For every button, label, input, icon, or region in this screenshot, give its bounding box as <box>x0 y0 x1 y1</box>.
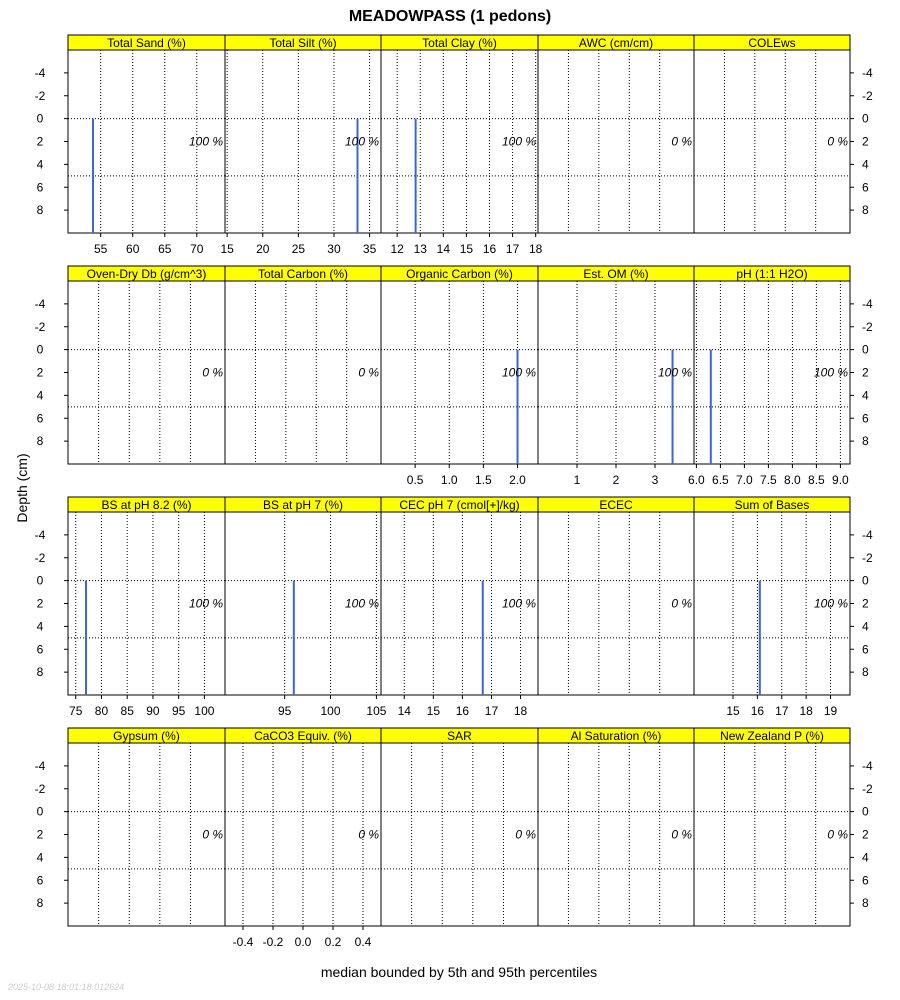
facet-panel <box>538 266 694 487</box>
x-tick-label: 35 <box>362 242 377 256</box>
facet-panel <box>68 35 225 256</box>
depth-tick-label-left: -4 <box>34 758 46 773</box>
x-tick-label: 105 <box>366 704 387 718</box>
depth-tick-label-right: 6 <box>862 642 869 657</box>
depth-tick-label-left: 0 <box>36 804 44 819</box>
x-tick-label: 16 <box>455 704 470 718</box>
data-coverage-label: 100 % <box>188 596 223 611</box>
depth-tick-label-left: 4 <box>36 850 44 865</box>
x-tick-label: 16 <box>482 242 497 256</box>
panel-grid <box>35 35 873 949</box>
x-tick-label: 60 <box>126 242 140 256</box>
timestamp-label: 2025-10-08 18:01:18.012624 <box>8 982 125 992</box>
y-axis-label: Depth (cm) <box>14 453 30 523</box>
x-tick-label: -0.4 <box>232 935 254 949</box>
facet-strip-label: Gypsum (%) <box>113 729 180 743</box>
x-tick-label: 6.5 <box>712 473 729 487</box>
x-tick-label: 14 <box>436 242 451 256</box>
facet-panel <box>225 497 387 718</box>
facet-panel <box>381 497 538 718</box>
depth-tick-label-left: 8 <box>36 896 44 911</box>
facet-strip-label: Est. OM (%) <box>583 267 649 281</box>
data-coverage-label: 0 % <box>202 827 223 842</box>
depth-tick-label-left: 4 <box>36 619 44 634</box>
depth-tick-label-right: -2 <box>862 319 873 334</box>
depth-tick-label-right: 4 <box>862 388 869 403</box>
depth-tick-label-left: 0 <box>36 573 44 588</box>
x-tick-label: 7.0 <box>736 473 753 487</box>
depth-tick-label-right: 4 <box>862 157 869 172</box>
facet-strip-label: Total Silt (%) <box>269 36 337 50</box>
x-tick-label: 8.0 <box>784 473 801 487</box>
x-tick-label: -0.2 <box>262 935 284 949</box>
x-tick-label: 90 <box>146 704 160 718</box>
depth-tick-label-right: -2 <box>862 781 873 796</box>
depth-tick-label-right: -2 <box>862 550 873 565</box>
depth-tick-label-left: 6 <box>36 180 44 195</box>
x-tick-label: 17 <box>505 242 520 256</box>
depth-tick-label-right: 0 <box>862 111 869 126</box>
facet-panel <box>694 35 850 233</box>
facet-strip-label: BS at pH 8.2 (%) <box>101 498 192 512</box>
facet-strip-label: CaCO3 Equiv. (%) <box>254 729 352 743</box>
depth-tick-label-left: 8 <box>36 434 44 449</box>
x-tick-label: 25 <box>291 242 306 256</box>
figure-title: MEADOWPASS (1 pedons) <box>348 8 552 25</box>
data-coverage-label: 0 % <box>671 134 692 149</box>
data-coverage-label: 100 % <box>813 365 848 380</box>
facet-panel <box>694 497 850 718</box>
x-tick-label: 1.0 <box>440 473 458 487</box>
depth-tick-label-right: 4 <box>862 619 869 634</box>
x-tick-label: 2 <box>612 473 620 487</box>
facet-panel <box>538 728 694 926</box>
facet-panel <box>381 35 543 256</box>
depth-tick-label-right: 0 <box>862 804 869 819</box>
facet-panel <box>694 728 850 926</box>
data-coverage-label: 0 % <box>671 596 692 611</box>
x-tick-label: 15 <box>459 242 474 256</box>
depth-tick-label-left: 8 <box>36 665 44 680</box>
x-tick-label: 75 <box>69 704 83 718</box>
facet-strip-label: BS at pH 7 (%) <box>262 498 344 512</box>
facet-strip-label: AWC (cm/cm) <box>578 36 654 50</box>
data-coverage-label: 0 % <box>827 827 848 842</box>
depth-tick-label-left: -2 <box>34 319 46 334</box>
depth-tick-label-left: -2 <box>34 88 46 103</box>
depth-tick-label-left: 4 <box>36 157 44 172</box>
x-tick-label: 1.5 <box>475 473 492 487</box>
depth-tick-label-right: 8 <box>862 665 869 680</box>
x-tick-label: 0.5 <box>406 473 424 487</box>
x-tick-label: 3 <box>651 473 659 487</box>
data-coverage-label: 0 % <box>358 365 379 380</box>
data-coverage-label: 0 % <box>202 365 223 380</box>
facet-strip-label: Sum of Bases <box>734 498 810 512</box>
panel-row <box>35 497 873 718</box>
x-tick-label: 100 <box>320 704 341 718</box>
facet-panel <box>688 266 850 487</box>
data-coverage-label: 100 % <box>501 134 536 149</box>
x-tick-label: 95 <box>171 704 186 718</box>
facet-strip-label: SAR <box>447 729 472 743</box>
x-tick-label: 18 <box>513 704 528 718</box>
x-tick-label: 18 <box>529 242 543 256</box>
data-coverage-label: 100 % <box>344 134 379 149</box>
x-tick-label: 14 <box>397 704 411 718</box>
depth-tick-label-right: -2 <box>862 88 873 103</box>
x-tick-label: 95 <box>277 704 292 718</box>
depth-tick-label-left: -2 <box>34 781 46 796</box>
x-tick-label: 16 <box>750 704 765 718</box>
depth-tick-label-left: -4 <box>34 65 46 80</box>
data-coverage-label: 100 % <box>501 365 536 380</box>
depth-tick-label-left: 2 <box>36 365 44 380</box>
x-tick-label: 12 <box>390 242 404 256</box>
x-tick-label: 15 <box>426 704 441 718</box>
depth-tick-label-right: 4 <box>862 850 869 865</box>
x-tick-label: 30 <box>327 242 341 256</box>
depth-tick-label-right: 8 <box>862 434 869 449</box>
depth-tick-label-right: -4 <box>862 758 873 773</box>
facet-panel <box>381 266 538 487</box>
facet-strip-label: Oven-Dry Db (g/cm^3) <box>86 267 207 281</box>
depth-tick-label-left: -4 <box>34 527 46 542</box>
panel-row <box>35 728 873 949</box>
data-coverage-label: 100 % <box>813 596 848 611</box>
depth-tick-label-right: 6 <box>862 873 869 888</box>
depth-tick-label-right: 2 <box>862 134 869 149</box>
data-coverage-label: 0 % <box>671 827 692 842</box>
facet-panel <box>68 266 225 464</box>
x-tick-label: 0.2 <box>324 935 342 949</box>
x-tick-label: 7.5 <box>760 473 777 487</box>
depth-tick-label-left: -2 <box>34 550 46 565</box>
x-tick-label: 6.0 <box>688 473 705 487</box>
x-tick-label: 70 <box>190 242 204 256</box>
facet-strip-label: Organic Carbon (%) <box>406 267 513 281</box>
data-coverage-label: 100 % <box>344 596 379 611</box>
x-tick-label: 85 <box>120 704 134 718</box>
depth-tick-label-left: 2 <box>36 134 44 149</box>
facet-strip-label: Al Saturation (%) <box>570 729 662 743</box>
x-tick-label: 15 <box>220 242 234 256</box>
panel-row <box>35 35 873 256</box>
x-tick-label: 17 <box>775 704 789 718</box>
x-tick-label: 18 <box>799 704 813 718</box>
depth-tick-label-left: 0 <box>36 342 44 357</box>
x-tick-label: 100 <box>194 704 215 718</box>
data-coverage-label: 100 % <box>657 365 692 380</box>
x-tick-label: 8.5 <box>808 473 825 487</box>
x-tick-label: 9.0 <box>832 473 849 487</box>
x-tick-label: 1 <box>573 473 581 487</box>
depth-tick-label-right: 6 <box>862 411 869 426</box>
depth-tick-label-right: 0 <box>862 342 869 357</box>
x-tick-label: 2.0 <box>509 473 526 487</box>
depth-tick-label-right: 2 <box>862 365 869 380</box>
facet-panel <box>538 35 694 233</box>
x-tick-label: 15 <box>726 704 740 718</box>
facet-panel <box>225 266 381 464</box>
depth-tick-label-left: 6 <box>36 642 44 657</box>
data-coverage-label: 0 % <box>515 827 536 842</box>
x-tick-label: 80 <box>94 704 109 718</box>
depth-tick-label-right: 6 <box>862 180 869 195</box>
depth-tick-label-left: 4 <box>36 388 44 403</box>
facet-panel <box>220 35 381 256</box>
data-coverage-label: 100 % <box>188 134 223 149</box>
depth-tick-label-right: 2 <box>862 827 869 842</box>
depth-tick-label-left: 6 <box>36 873 44 888</box>
depth-tick-label-right: 8 <box>862 896 869 911</box>
x-tick-label: 0.0 <box>294 935 312 949</box>
facet-strip-label: CEC pH 7 (cmol[+]/kg) <box>399 498 520 512</box>
data-coverage-label: 0 % <box>827 134 848 149</box>
data-coverage-label: 100 % <box>501 596 536 611</box>
facet-strip-label: New Zealand P (%) <box>720 729 824 743</box>
facet-panel <box>68 497 225 718</box>
x-tick-label: 65 <box>158 242 172 256</box>
x-tick-label: 0.4 <box>354 935 372 949</box>
depth-tick-label-right: -4 <box>862 527 873 542</box>
depth-tick-label-right: 8 <box>862 203 869 218</box>
depth-tick-label-right: -4 <box>862 296 873 311</box>
facet-panel <box>538 497 694 695</box>
facet-strip-label: Total Carbon (%) <box>257 267 349 281</box>
depth-tick-label-right: -4 <box>862 65 873 80</box>
depth-tick-label-left: 6 <box>36 411 44 426</box>
facet-strip-label: pH (1:1 H2O) <box>736 267 808 281</box>
x-tick-label: 19 <box>823 704 838 718</box>
depth-tick-label-left: -4 <box>34 296 46 311</box>
facet-strip-label: COLEws <box>748 36 796 50</box>
facet-strip-label: ECEC <box>599 498 633 512</box>
x-tick-label: 20 <box>256 242 270 256</box>
depth-tick-label-left: 0 <box>36 111 44 126</box>
depth-tick-label-left: 8 <box>36 203 44 218</box>
x-tick-label: 17 <box>484 704 499 718</box>
facet-strip-label: Total Clay (%) <box>422 36 497 50</box>
facet-panel <box>225 728 381 949</box>
facet-panel <box>68 728 225 926</box>
depth-tick-label-left: 2 <box>36 827 44 842</box>
facet-panel <box>381 728 538 926</box>
depth-tick-label-right: 0 <box>862 573 869 588</box>
x-tick-label: 55 <box>94 242 108 256</box>
facet-strip-label: Total Sand (%) <box>107 36 186 50</box>
depth-tick-label-right: 2 <box>862 596 869 611</box>
depth-tick-label-left: 2 <box>36 596 44 611</box>
x-tick-label: 13 <box>413 242 427 256</box>
x-axis-label: median bounded by 5th and 95th percentiles <box>320 964 598 980</box>
data-coverage-label: 0 % <box>358 827 379 842</box>
panel-row <box>35 266 873 487</box>
